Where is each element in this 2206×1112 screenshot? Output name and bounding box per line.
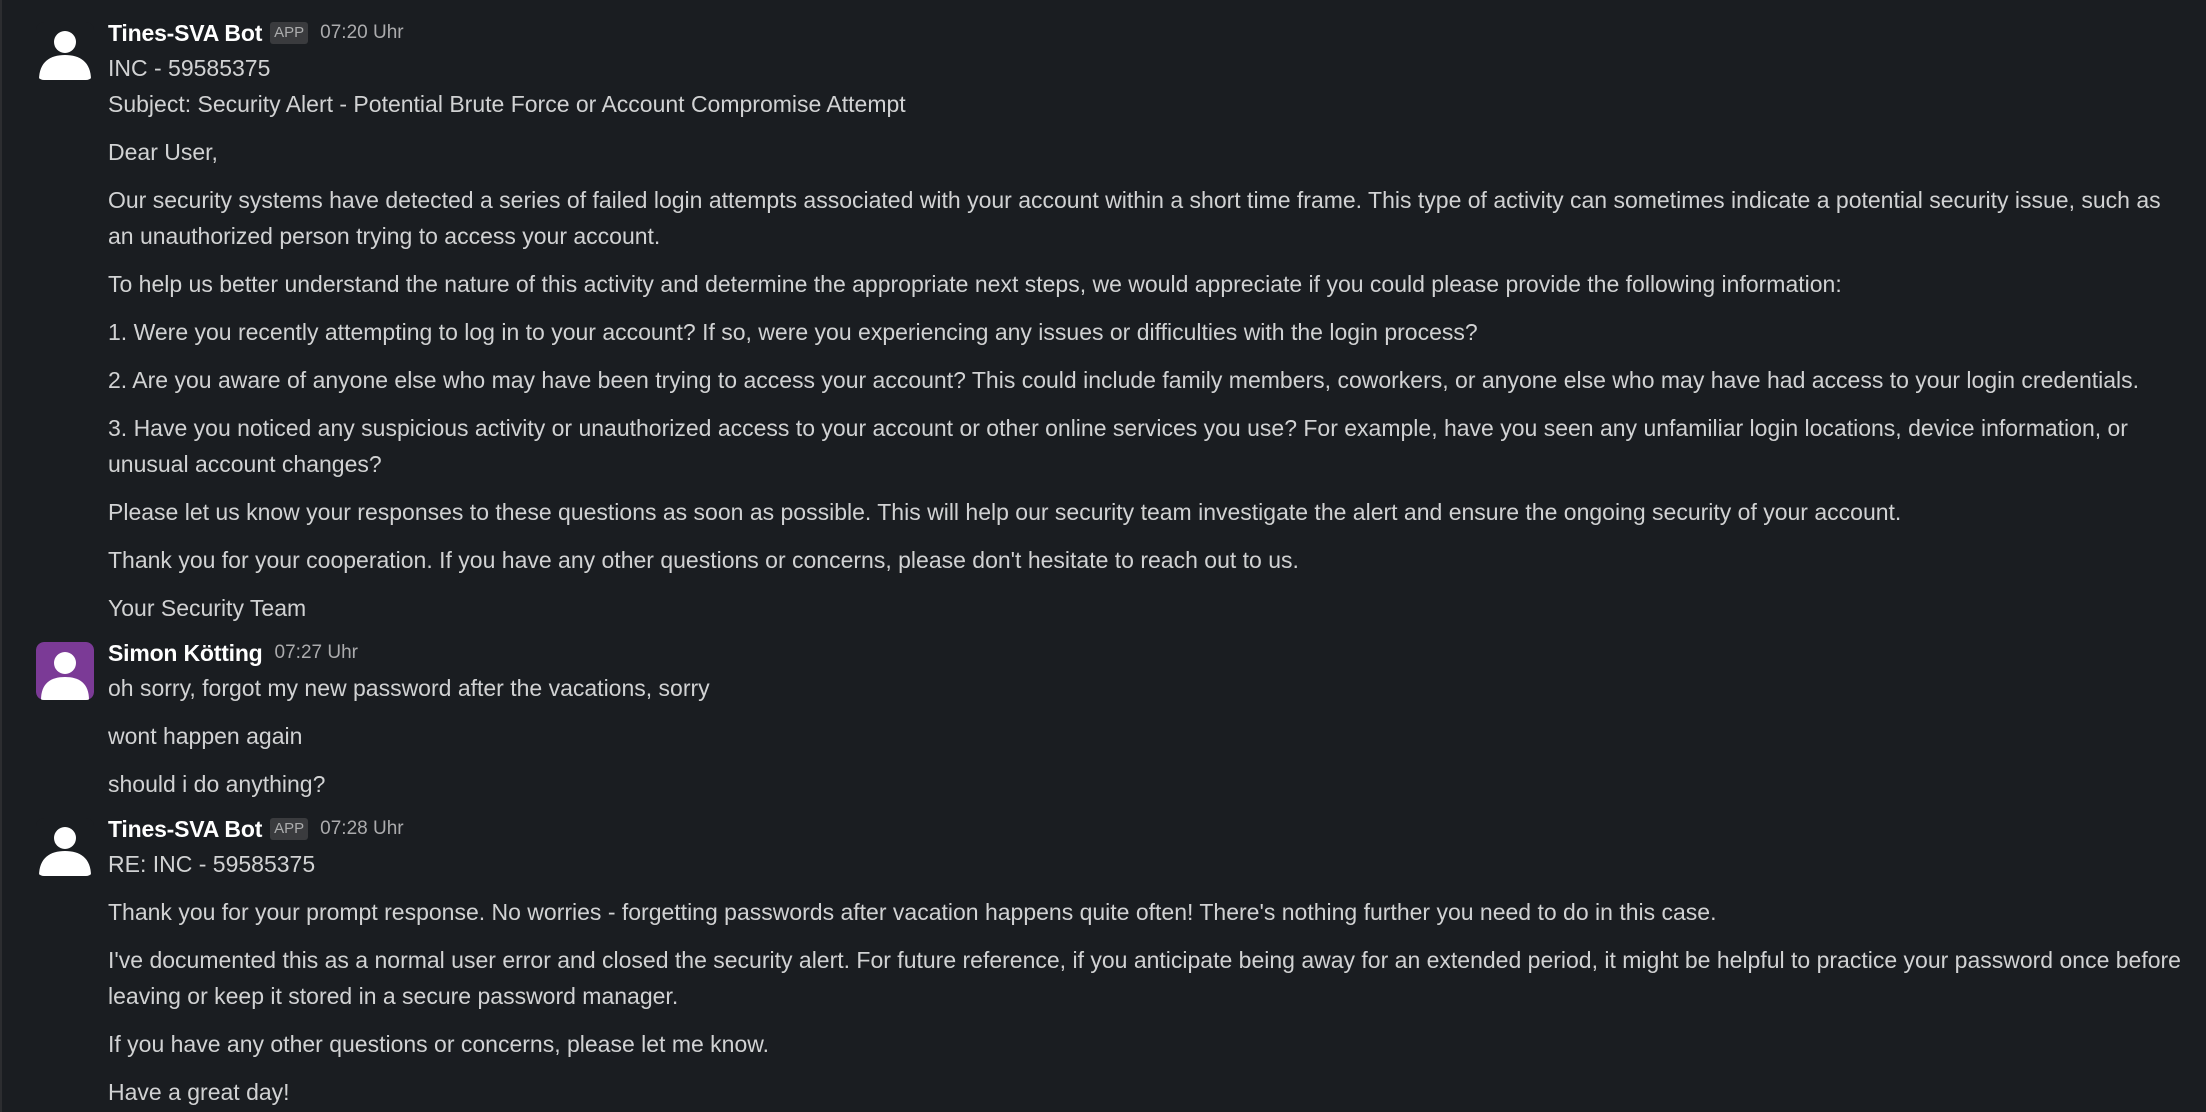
message: [2, 802, 2206, 1110]
message-text: RE: INC - 59585375: [108, 851, 316, 877]
message-text: should i do anything?: [108, 771, 326, 797]
message-text: Subject: Security Alert - Potential Brute Force or Account Compromise Attempt: [108, 91, 906, 117]
message-text: 2. Are you aware of anyone else who may have been trying to access your account? This could include family members, coworkers, or anyone else who may have had access to your login credentials.: [108, 367, 2140, 393]
message-header: [108, 636, 2186, 670]
message-header: [108, 16, 2186, 50]
message-header: [108, 812, 2186, 846]
message-text: 3. Have you noticed any suspicious activity or unauthorized access to your account or other online services you use? For example, have you seen any unfamiliar login locations, device information, or unusual account changes?: [108, 415, 2128, 477]
message-text: Thank you for your prompt response. No worries - forgetting passwords after vacation happens quite often! There's nothing further you need to do in this case.: [108, 899, 1717, 925]
default-avatar-icon[interactable]: [36, 22, 94, 80]
timestamp[interactable]: 07:20 Uhr: [320, 22, 404, 43]
message-text: I've documented this as a normal user error and closed the security alert. For future reference, if you anticipate being away for an extended period, it might be helpful to practice your password once before leaving or keep it stored in a secure password manager.: [108, 947, 2181, 1009]
message-text: If you have any other questions or concerns, please let me know.: [108, 1031, 769, 1057]
sender-name[interactable]: Tines-SVA Bot: [108, 815, 263, 842]
message-text: Thank you for your cooperation. If you have any other questions or concerns, please don't hesitate to reach out to us.: [108, 547, 1299, 573]
message-text: oh sorry, forgot my new password after the vacations, sorry: [108, 675, 710, 701]
message-text: Have a great day!: [108, 1079, 290, 1105]
user-avatar-icon[interactable]: [36, 642, 94, 700]
app-badge: APP: [270, 22, 308, 44]
default-avatar-icon[interactable]: [36, 818, 94, 876]
message: [2, 0, 2206, 626]
message-text: Our security systems have detected a series of failed login attempts associated with your account within a short time frame. This type of activity can sometimes indicate a potential security issue, such as an unauthorized person trying to access your account.: [108, 187, 2161, 249]
message-text: 1. Were you recently attempting to log in to your account? If so, were you experiencing any issues or difficulties with the login process?: [108, 319, 1478, 345]
message-text: Your Security Team: [108, 595, 307, 621]
message-text: Please let us know your responses to these questions as soon as possible. This will help our security team investigate the alert and ensure the ongoing security of your account.: [108, 499, 1902, 525]
sender-name[interactable]: Simon Kötting: [108, 639, 263, 666]
message-text: INC - 59585375: [108, 55, 271, 81]
message: [2, 626, 2206, 802]
timestamp[interactable]: 07:28 Uhr: [320, 818, 404, 839]
message-text: Dear User,: [108, 139, 218, 165]
sender-name[interactable]: Tines-SVA Bot: [108, 19, 263, 46]
message-text: To help us better understand the nature of this activity and determine the appropriate next steps, we would appreciate if you could please provide the following information:: [108, 271, 1842, 297]
app-badge: APP: [270, 818, 308, 840]
message-text: wont happen again: [108, 723, 303, 749]
timestamp[interactable]: 07:27 Uhr: [274, 642, 358, 663]
